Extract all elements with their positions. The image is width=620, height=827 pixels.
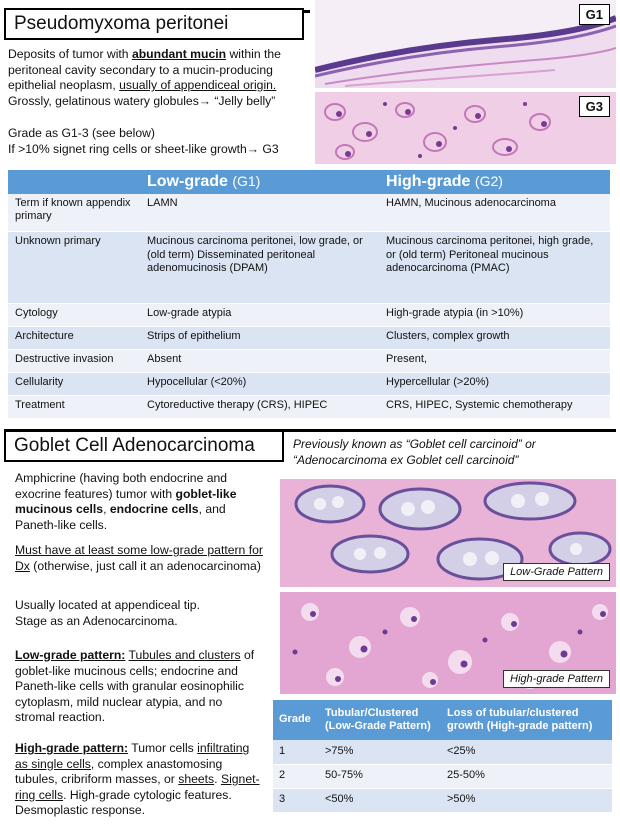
gca-location: Usually located at appendiceal tip. Stage as an Adenocarcinoma. xyxy=(15,598,200,628)
tubular-cell: >75% xyxy=(319,740,441,764)
high-grade-cell: Mucinous carcinoma peritonei, high grade, or (old term) Peritoneal mucinous adenocarcinoma (PMAC) xyxy=(379,232,610,304)
low-grade-cell: Strips of epithelium xyxy=(140,327,379,350)
high-grade-cell: Clusters, complex growth xyxy=(379,327,610,350)
section1-intro: Deposits of tumor with abundant mucin within the peritoneal cavity secondary to a mucin-producing epithelial neoplasm, usually of appendiceal origin. Grossly, gelatinous watery globules→ “Jelly belly” xyxy=(8,47,281,108)
high-grade-cell: Present, xyxy=(379,350,610,373)
tubular-cell: <50% xyxy=(319,788,441,812)
row-label: Destructive invasion xyxy=(8,350,140,373)
low-grade-pattern-micrograph xyxy=(280,479,616,587)
pattern-table-header xyxy=(273,700,612,740)
table-row xyxy=(8,304,610,327)
header-tubular: Tubular/Clustered (Low-Grade Pattern) xyxy=(319,700,441,740)
high-grade-cell: Hypercellular (>20%) xyxy=(379,373,610,396)
g1-tag: G1 xyxy=(579,4,610,25)
table-row xyxy=(8,232,610,304)
table-row xyxy=(8,327,610,350)
g3-tag: G3 xyxy=(579,96,610,117)
section2-title: Goblet Cell Adenocarcinoma xyxy=(4,430,284,462)
high-grade-cell: CRS, HIPEC, Systemic chemotherapy xyxy=(379,396,610,419)
row-label: Architecture xyxy=(8,327,140,350)
row-label: Term if known appendix primary xyxy=(8,194,140,232)
loss-cell: 25-50% xyxy=(441,764,612,788)
header-loss: Loss of tubular/clustered growth (High-grade pattern) xyxy=(441,700,612,740)
grade-cell: 2 xyxy=(273,764,319,788)
grade-table-corner xyxy=(8,170,140,194)
gca-diagnosis-rule: Must have at least some low-grade pattern for Dx (otherwise, just call it an adenocarcinoma) xyxy=(15,543,263,573)
g1-micrograph xyxy=(315,0,616,88)
header-high-grade: High-grade (G2) xyxy=(379,170,610,194)
tubular-cell: 50-75% xyxy=(319,764,441,788)
header-grade: Grade xyxy=(273,700,319,740)
high-grade-cell: HAMN, Mucinous adenocarcinoma xyxy=(379,194,610,232)
high-grade-cell: High-grade atypia (in >10%) xyxy=(379,304,610,327)
low-grade-pattern-caption: Low-Grade Pattern xyxy=(503,563,610,581)
grade-table-header xyxy=(8,170,610,194)
pattern-grade-table xyxy=(273,700,612,813)
high-grade-pattern-micrograph xyxy=(280,592,616,694)
header-low-grade: Low-grade (G1) xyxy=(140,170,379,194)
loss-cell: <25% xyxy=(441,740,612,764)
table-row xyxy=(273,764,612,788)
table-row xyxy=(8,194,610,232)
row-label: Cytology xyxy=(8,304,140,327)
loss-cell: >50% xyxy=(441,788,612,812)
row-label: Unknown primary xyxy=(8,232,140,304)
low-grade-cell: Mucinous carcinoma peritonei, low grade, or (old term) Disseminated peritoneal adenomucinosis (DPAM) xyxy=(140,232,379,304)
high-grade-pattern-caption: High-grade Pattern xyxy=(503,670,610,688)
gca-definition: Amphicrine (having both endocrine and exocrine features) tumor with goblet-like mucinous cells, endocrine cells, and Paneth-like cells. xyxy=(15,471,237,532)
low-grade-cell: Cytoreductive therapy (CRS), HIPEC xyxy=(140,396,379,419)
low-grade-cell: LAMN xyxy=(140,194,379,232)
table-row xyxy=(273,740,612,764)
row-label: Cellularity xyxy=(8,373,140,396)
table-row xyxy=(8,373,610,396)
low-grade-cell: Absent xyxy=(140,350,379,373)
former-names-note: Previously known as “Goblet cell carcinoid” or “Adenocarcinoma ex Goblet cell carcinoid” xyxy=(293,437,536,467)
grade-cell: 1 xyxy=(273,740,319,764)
g3-micrograph xyxy=(315,92,616,164)
grade-table xyxy=(8,170,610,419)
gca-high-grade-pattern: High-grade pattern: Tumor cells infiltrating as single cells, complex anastomosing tubules, cribriform masses, or sheets. Signet-ring cells. High-grade cytologic features. Desmoplastic response. xyxy=(15,741,260,818)
section1-title: Pseudomyxoma peritonei xyxy=(4,8,304,40)
low-grade-cell: Low-grade atypia xyxy=(140,304,379,327)
low-grade-cell: Hypocellular (<20%) xyxy=(140,373,379,396)
table-row xyxy=(8,350,610,373)
table-row xyxy=(273,788,612,812)
gca-low-grade-pattern: Low-grade pattern: Tubules and clusters of goblet-like mucinous cells; endocrine and Paneth-like cells with granular eosinophilic cytoplasm, mild nuclear atypia, and no stromal reaction. xyxy=(15,648,255,725)
grade-cell: 3 xyxy=(273,788,319,812)
section1-grading: Grade as G1-3 (see below) If >10% signet ring cells or sheet-like growth→ G3 xyxy=(8,126,279,156)
row-label: Treatment xyxy=(8,396,140,419)
table-row xyxy=(8,396,610,419)
